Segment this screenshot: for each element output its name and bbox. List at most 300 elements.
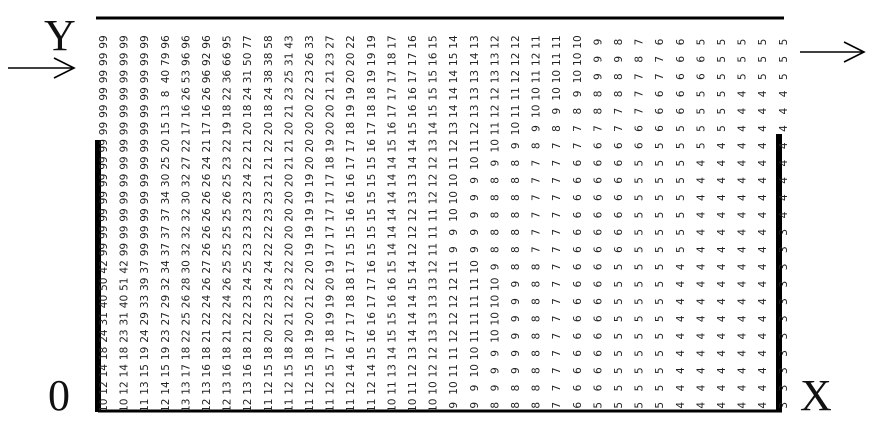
grid-value: 5 [613,350,625,357]
grid-value: 5 [633,211,646,219]
grid-value: 15 [365,156,378,170]
grid-value: 99 [118,225,131,239]
grid-value: 95 [221,35,234,49]
grid-value: 6 [571,177,584,184]
grid-value: 26 [221,277,234,291]
grid-value: 4 [757,401,770,409]
grid-value: 29 [139,312,152,326]
grid-value: 19 [324,294,337,309]
grid-value: 13 [468,87,481,101]
grid-value: 7 [551,263,564,271]
grid-value: 18 [221,104,234,118]
grid-value: 10 [468,346,481,361]
grid-value: 15 [365,173,378,188]
grid-value: 25 [283,69,296,84]
grid-value: 21 [304,294,316,309]
grid-value: 7 [551,401,564,409]
grid-value: 21 [242,329,255,343]
grid-value: 5 [633,194,646,202]
grid-value: 99 [139,242,152,257]
grid-value: 22 [180,329,193,343]
grid-value: 5 [674,142,687,150]
grid-value: 7 [530,211,543,219]
grid-value: 9 [489,263,502,271]
grid-value: 22 [221,139,234,153]
grid-value: 4 [757,263,770,271]
grid-value: 99 [139,69,152,84]
grid-value: 5 [716,107,728,115]
grid-value: 18 [386,52,399,66]
grid-value: 9 [489,384,502,392]
grid-value: 92 [201,52,213,66]
grid-value: 9 [448,401,461,409]
grid-value: 7 [551,315,564,323]
grid-value: 16 [345,208,358,222]
grid-value: 24 [221,294,234,309]
grid-value: 8 [530,367,543,375]
grid-value: 99 [98,242,110,257]
grid-value: 32 [180,242,193,257]
grid-value: 15 [386,312,399,326]
grid-value: 20 [324,104,337,118]
grid-value: 4 [716,177,728,184]
grid-value: 27 [180,156,193,170]
grid-value: 15 [386,139,399,153]
grid-value: 16 [407,87,419,101]
grid-value: 5 [633,298,646,305]
grid-value: 6 [592,332,605,340]
grid-value: 11 [468,277,481,291]
grid-value: 20 [324,277,337,291]
grid-value: 9 [468,177,481,184]
grid-value: 18 [221,346,234,361]
grid-value: 26 [201,225,213,239]
grid-value: 5 [654,401,667,409]
grid-value: 21 [324,69,337,84]
grid-value: 11 [386,381,399,395]
grid-value: 16 [386,294,399,309]
grid-value: 51 [118,277,131,291]
grid-value: 7 [654,73,667,80]
grid-value: 96 [201,35,213,49]
origin-label: 0 [48,371,70,420]
grid-value: 99 [118,52,131,66]
grid-value: 6 [592,177,605,184]
grid-value: 11 [407,381,419,395]
grid-value: 12 [159,398,172,412]
inflow-arrow-icon [8,58,74,78]
grid-value: 4 [695,332,708,340]
grid-value: 12 [407,364,419,378]
grid-value: 24 [98,329,110,343]
grid-value: 12 [489,104,502,118]
grid-value: 5 [654,350,667,357]
grid-value: 32 [180,173,193,188]
grid-value: 12 [221,398,234,412]
grid-value: 5 [654,194,667,202]
grid-value: 5 [613,367,625,375]
grid-value: 15 [427,104,440,118]
grid-value: 33 [304,35,316,49]
grid-value: 8 [571,107,584,115]
grid-value: 4 [736,263,749,271]
grid-value: 25 [159,156,172,170]
grid-value: 11 [489,121,502,136]
grid-value: 13 [427,294,440,309]
grid-value: 5 [592,401,605,409]
grid-value: 17 [324,208,337,222]
grid-value: 4 [695,298,708,305]
grid-value: 7 [633,90,646,98]
grid-value: 30 [159,173,172,188]
grid-value: 17 [345,156,358,170]
grid-value: 6 [613,177,625,184]
grid-value: 11 [365,398,378,412]
grid-value: 15 [448,52,461,66]
grid-value: 8 [510,401,522,409]
grid-value: 27 [159,312,172,326]
grid-value: 10 [530,87,543,101]
grid-value: 8 [489,211,502,219]
grid-value: 19 [324,312,337,326]
grid-value: 17 [201,121,213,136]
grid-value: 4 [695,194,708,202]
grid-value: 8 [510,384,522,392]
grid-value: 99 [98,104,110,118]
grid-value: 7 [551,350,564,357]
grid-value: 11 [510,104,522,118]
grid-value: 15 [159,121,172,136]
grid-value: 4 [674,332,687,340]
grid-value: 20 [283,242,296,257]
grid-value: 26 [201,277,213,291]
grid-value: 99 [98,52,110,66]
grid-value: 5 [633,246,646,253]
grid-value: 99 [118,69,131,84]
grid-value: 7 [592,125,605,132]
grid-value: 4 [777,125,790,132]
grid-value: 13 [407,173,419,188]
grid-value: 22 [283,294,296,309]
grid-value: 6 [592,384,605,392]
grid-value: 4 [736,107,749,115]
grid-value: 23 [159,329,172,343]
grid-value: 14 [386,225,399,239]
grid-value: 8 [530,263,543,271]
grid-value: 15 [139,364,152,378]
grid-value: 5 [654,280,667,288]
grid-value: 5 [633,384,646,392]
grid-value: 15 [159,364,172,378]
grid-value: 38 [262,52,275,66]
grid-value: 5 [654,384,667,392]
grid-value: 4 [736,90,749,98]
grid-value: 4 [757,367,770,375]
grid-value: 12 [324,381,337,395]
grid-value: 11 [448,260,461,274]
grid-value: 18 [262,104,275,118]
grid-value: 6 [592,194,605,202]
grid-value: 6 [613,246,625,253]
grid-value: 99 [139,121,152,136]
grid-value: 6 [654,90,667,98]
grid-value: 19 [159,346,172,361]
grid-value: 20 [304,121,316,136]
grid-value: 5 [757,73,770,80]
grid-value: 9 [551,107,564,115]
grid-value: 5 [654,246,667,253]
grid-value: 99 [118,242,131,257]
grid-value: 37 [159,225,172,239]
grid-value: 14 [448,104,461,118]
grid-value: 50 [98,277,110,291]
grid-value: 23 [283,87,296,101]
grid-value: 99 [118,208,131,222]
grid-value: 20 [159,139,172,153]
grid-value: 99 [118,104,131,118]
grid-value: 7 [551,194,564,202]
grid-value: 5 [654,315,667,323]
grid-value: 25 [221,225,234,239]
grid-value: 13 [468,104,481,118]
grid-value: 99 [139,208,152,222]
grid-value: 6 [613,194,625,202]
grid-value: 17 [407,52,419,66]
grid-value: 3 [777,350,790,357]
grid-value: 10 [551,69,564,84]
grid-value: 24 [242,277,255,291]
grid-value: 4 [757,350,770,357]
grid-value: 20 [304,156,316,170]
grid-value: 9 [571,90,584,98]
grid-value: 22 [262,242,275,257]
grid-value: 11 [448,364,461,378]
grid-value: 8 [510,263,522,271]
grid-value: 15 [365,242,378,257]
grid-value: 18 [345,294,358,309]
grid-value: 40 [98,294,110,309]
grid-value: 4 [716,211,728,219]
grid-value: 6 [571,280,584,288]
grid-value: 20 [283,173,296,188]
grid-value: 17 [345,312,358,326]
grid-value: 6 [571,194,584,202]
grid-value: 4 [757,177,770,184]
grid-value: 6 [695,73,708,80]
grid-value: 23 [242,294,255,309]
grid-value: 6 [571,211,584,219]
grid-value: 5 [695,125,708,132]
grid-value: 23 [242,225,255,239]
grid-value: 18 [345,277,358,291]
grid-value: 8 [510,246,522,253]
grid-value: 4 [736,142,749,150]
grid-value: 15 [262,364,275,378]
grid-value: 8 [530,332,543,340]
grid-value: 5 [695,107,708,115]
grid-value: 16 [365,312,378,326]
grid-value: 11 [427,208,440,222]
grid-value: 10 [571,52,584,66]
grid-value: 6 [592,246,605,253]
grid-value: 99 [98,225,110,239]
grid-value: 26 [201,173,213,188]
grid-value: 18 [262,346,275,361]
grid-value: 5 [777,73,790,80]
grid-value: 99 [98,173,110,188]
grid-value: 33 [139,294,152,309]
grid-value: 12 [345,381,358,395]
grid-value: 17 [324,173,337,188]
grid-value: 31 [242,69,255,84]
grid-value: 11 [468,312,481,326]
grid-value: 4 [736,350,749,357]
grid-value: 7 [551,246,564,253]
grid-value: 99 [118,87,131,101]
grid-value: 6 [592,350,605,357]
grid-value: 13 [386,364,399,378]
grid-value: 22 [283,260,296,274]
grid-value: 4 [777,159,790,167]
grid-value: 4 [757,280,770,288]
grid-value: 8 [551,125,564,132]
grid-value: 4 [716,263,728,271]
grid-value: 34 [159,191,172,205]
grid-value: 19 [304,242,316,257]
grid-value: 99 [118,156,131,170]
grid-value: 21 [201,139,213,153]
grid-value: 13 [489,52,502,66]
grid-value: 32 [159,277,172,291]
grid-value: 6 [592,298,605,305]
grid-value: 6 [571,367,584,375]
grid-value: 5 [633,280,646,288]
grid-value: 20 [345,69,358,84]
grid-value: 26 [304,52,316,66]
grid-value: 25 [242,260,255,274]
grid-value: 6 [633,142,646,150]
grid-value: 6 [592,315,605,323]
grid-value: 8 [592,107,605,115]
grid-value: 5 [757,55,770,63]
grid-value: 9 [468,228,481,236]
grid-value: 7 [551,159,564,167]
grid-value: 7 [551,228,564,236]
grid-value: 24 [201,294,213,309]
grid-value: 66 [221,52,234,66]
grid-value: 12 [489,35,502,49]
grid-value: 5 [654,211,667,219]
grid-value: 11 [448,346,461,361]
grid-value: 20 [283,121,296,136]
grid-value: 9 [489,367,502,375]
grid-value: 6 [592,228,605,236]
grid-value: 30 [180,191,193,205]
grid-value: 7 [633,73,646,80]
grid-value: 8 [489,228,502,236]
grid-value: 11 [324,398,337,412]
grid-value: 8 [489,177,502,184]
grid-value: 11 [468,329,481,343]
grid-value: 4 [736,298,749,305]
grid-value: 5 [633,401,646,409]
grid-value: 40 [159,69,172,84]
grid-value: 14 [386,242,399,257]
grid-value: 9 [510,332,522,340]
grid-value: 96 [180,35,193,49]
grid-value: 37 [139,260,152,274]
grid-value: 4 [757,194,770,202]
grid-value: 23 [262,294,275,309]
grid-value: 99 [98,208,110,222]
grid-value: 12 [468,121,481,136]
grid-value: 42 [98,260,110,274]
grid-value: 34 [159,260,172,274]
grid-value: 14 [448,35,461,49]
grid-value: 7 [530,177,543,184]
grid-value: 4 [777,142,790,150]
grid-value: 14 [386,173,399,188]
grid-value: 5 [613,280,625,288]
grid-value: 5 [613,401,625,409]
grid-value: 6 [592,211,605,219]
grid-value: 7 [530,159,543,167]
grid-value: 10 [448,381,461,395]
grid-value: 23 [304,69,316,84]
grid-value: 5 [633,263,646,271]
grid-value: 99 [118,139,131,153]
grid-value: 10 [551,87,564,101]
grid-value: 30 [180,260,193,274]
grid-value: 7 [551,332,564,340]
grid-value: 8 [510,177,522,184]
grid-value: 5 [613,315,625,323]
grid-value: 4 [716,228,728,236]
grid-value: 10 [448,173,461,188]
grid-value: 9 [468,194,481,202]
grid-value: 22 [262,139,275,153]
grid-value: 19 [345,104,358,118]
grid-value: 99 [98,69,110,84]
grid-value: 9 [468,384,481,392]
grid-value: 10 [98,398,110,412]
grid-value: 23 [118,329,131,343]
grid-value: 99 [139,191,152,205]
grid-value: 6 [592,280,605,288]
grid-value: 5 [633,367,646,375]
grid-value: 9 [592,55,605,63]
grid-value: 26 [201,208,213,222]
grid-value: 21 [242,139,255,153]
grid-value: 19 [221,121,234,136]
grid-value: 4 [716,298,728,305]
grid-value: 6 [571,228,584,236]
grid-value: 19 [304,191,316,205]
grid-value: 4 [695,367,708,375]
grid-value: 8 [530,142,543,150]
grid-value: 16 [386,121,399,136]
grid-value: 9 [510,350,522,357]
grid-value: 10 [468,364,481,378]
grid-value: 6 [654,107,667,115]
grid-value: 4 [757,332,770,340]
grid-value: 12 [407,225,419,239]
grid-value: 22 [262,225,275,239]
grid-value: 12 [427,364,440,378]
grid-value: 22 [242,156,255,170]
grid-value: 4 [736,384,749,392]
grid-value: 6 [674,55,687,63]
